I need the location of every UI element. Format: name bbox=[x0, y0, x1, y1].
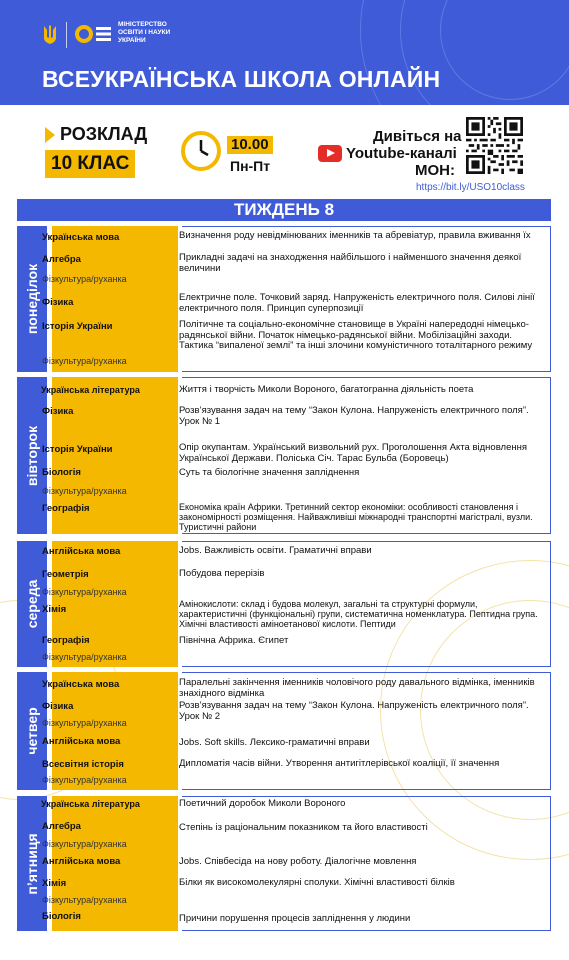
header-banner bbox=[0, 0, 569, 105]
day-label: середа bbox=[24, 579, 40, 629]
watch-text: Дивіться на bbox=[373, 128, 462, 145]
ministry-name bbox=[118, 21, 208, 45]
topic: Jobs. Співбесіда на нову роботу. Діалогічне мовлення bbox=[179, 856, 417, 867]
ministry-line: МІНІСТЕРСТВО bbox=[118, 21, 167, 28]
clock-icon bbox=[180, 130, 222, 172]
topic: Білки як високомолекулярні сполуки. Хімічні властивості білків bbox=[179, 877, 455, 888]
subject: Алгебра bbox=[42, 821, 81, 832]
subject: Фізкультура/руханка bbox=[42, 839, 127, 849]
day-label: вівторок bbox=[24, 425, 40, 486]
subject: Географія bbox=[42, 635, 90, 646]
subjects-column bbox=[52, 541, 178, 667]
subject: Фізкультура/руханка bbox=[42, 486, 127, 496]
subject: Біологія bbox=[42, 467, 81, 478]
topic: Степінь із раціональним показником та його властивості bbox=[179, 822, 428, 833]
topic: Поетичний доробок Миколи Вороного bbox=[179, 798, 346, 809]
ministry-abbr: МОН: bbox=[415, 162, 455, 179]
broadcast-time: 10.00 bbox=[227, 136, 273, 154]
subject: Географія bbox=[42, 503, 90, 514]
subject: Всесвітня історія bbox=[42, 759, 124, 770]
page-title: ВСЕУКРАЇНСЬКА ШКОЛА ОНЛАЙН bbox=[42, 66, 441, 92]
qr-code-icon[interactable] bbox=[466, 117, 523, 174]
schedule-label: РОЗКЛАД bbox=[60, 124, 148, 144]
grade-badge: 10 КЛАС bbox=[45, 150, 135, 178]
logo-separator bbox=[66, 22, 67, 48]
subject: Фізкультура/руханка bbox=[42, 356, 127, 366]
day-label: понеділок bbox=[24, 263, 40, 335]
topic: Економіка країн Африки. Третинний сектор економіки: особливості становлення і закономірності розміщення. Найважливіші міжнародні транспортні магістралі, вузли. Туристичні райони bbox=[179, 502, 533, 532]
subject: Українська мова bbox=[42, 679, 120, 690]
broadcast-days: Пн-Пт bbox=[230, 158, 271, 174]
topic: Електричне поле. Точковий заряд. Напруженість електричного поля. Силові лінії електричного поля. Принцип суперпозиції bbox=[179, 292, 535, 314]
ministry-line: УКРАЇНИ bbox=[118, 37, 146, 44]
youtube-row bbox=[318, 145, 457, 162]
subject: Англійська мова bbox=[42, 546, 121, 557]
subject: Геометрія bbox=[42, 569, 89, 580]
subject: Англійська мова bbox=[42, 736, 121, 747]
topic: Політичне та соціально-економічне становище в Україні напередодні німецько-радянської війни. Початок німецько-радянської війни. Мобілізаційні заходи. Тактика “випаленої землі” та інші злочини комуністичного тоталітарного режиму bbox=[179, 319, 533, 351]
topic: Паралельні закінчення іменників чоловічого роду давального відмінка, іменників знахідного відмінка bbox=[179, 677, 535, 699]
day-label: п’ятниця bbox=[24, 832, 40, 895]
subject: Англійська мова bbox=[42, 856, 121, 867]
topic: Північна Африка. Єгипет bbox=[179, 635, 289, 646]
subject: Фізкультура/руханка bbox=[42, 718, 127, 728]
topic: Причини порушення процесів запліднення у людини bbox=[179, 913, 411, 924]
topic: Опір окупантам. Український визвольний рух. Проголошення Акта відновлення Української Держави. Поліська Січ. Тарас Бульба (Боровець) bbox=[179, 442, 528, 464]
ministry-line: ОСВІТИ І НАУКИ bbox=[118, 29, 171, 36]
topic: Побудова перерізів bbox=[179, 568, 265, 579]
topic: Розв’язування задач на тему “Закон Кулона. Напруженість електричного поля”. Урок № 2 bbox=[179, 700, 529, 722]
topic: Визначення роду невідмінюваних іменників та абревіатур, правила вживання їх bbox=[179, 230, 531, 241]
channel-url-link[interactable]: https://bit.ly/USO10class bbox=[416, 182, 525, 193]
topic: Jobs. Soft skills. Лексико-граматичні вправи bbox=[179, 737, 370, 748]
subject: Фізика bbox=[42, 406, 74, 417]
subject: Фізкультура/руханка bbox=[42, 775, 127, 785]
topic: Амінокислоти: склад і будова молекул, загальні та структурні формули, характеристичні (функціональні) групи, систематична номенклатура. Пептидна група. Хімічні властивості аміноетанової кислоти. Пептиди bbox=[179, 599, 538, 629]
subject: Українська література bbox=[41, 799, 140, 809]
subject: Фізика bbox=[42, 701, 74, 712]
mon-logo-icon bbox=[75, 24, 113, 44]
subject: Хімія bbox=[42, 604, 67, 615]
trident-icon bbox=[42, 24, 58, 46]
topic: Jobs. Важливість освіти. Граматичні вправи bbox=[179, 545, 372, 556]
subject: Українська література bbox=[41, 385, 140, 395]
youtube-icon bbox=[318, 145, 342, 162]
day-label: четвер bbox=[24, 707, 40, 755]
youtube-channel-text: Youtube-каналі bbox=[346, 145, 457, 162]
subject: Українська мова bbox=[42, 232, 120, 243]
week-title: ТИЖДЕНЬ 8 bbox=[17, 199, 551, 221]
arrow-icon bbox=[45, 127, 55, 143]
topic: Суть та біологічне значення запліднення bbox=[179, 467, 360, 478]
subject: Хімія bbox=[42, 878, 67, 889]
subject: Фізкультура/руханка bbox=[42, 895, 127, 905]
subject: Фізкультура/руханка bbox=[42, 274, 127, 284]
subject: Фізика bbox=[42, 297, 74, 308]
topic: Розв’язування задач на тему “Закон Кулона. Напруженість електричного поля”. Урок № 1 bbox=[179, 405, 529, 427]
subject: Історія України bbox=[42, 321, 113, 332]
topic: Прикладні задачі на знаходження найбільшого і найменшого значення деякої величини bbox=[179, 252, 522, 274]
subject: Історія України bbox=[42, 444, 113, 455]
subject: Фізкультура/руханка bbox=[42, 652, 127, 662]
topic: Життя і творчість Миколи Вороного, багатогранна діяльність поета bbox=[179, 384, 474, 395]
subject: Біологія bbox=[42, 911, 81, 922]
topic: Дипломатія часів війни. Утворення антигітлерівської коаліції, її значення bbox=[179, 758, 500, 769]
subject: Фізкультура/руханка bbox=[42, 587, 127, 597]
subject: Алгебра bbox=[42, 254, 81, 265]
